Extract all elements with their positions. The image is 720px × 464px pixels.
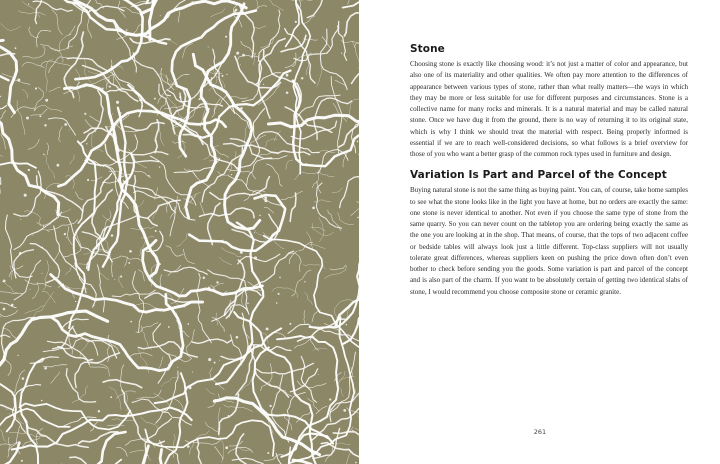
stone-fleck xyxy=(6,409,7,410)
stone-fleck xyxy=(139,99,141,101)
stone-fleck xyxy=(188,386,191,389)
stone-fleck xyxy=(208,108,210,110)
stone-fleck xyxy=(263,84,264,85)
stone-fleck xyxy=(222,240,223,241)
stone-fleck xyxy=(242,54,245,57)
stone-fleck xyxy=(226,74,227,75)
stone-fleck xyxy=(7,139,8,140)
stone-fleck xyxy=(295,21,297,23)
stone-fleck xyxy=(15,47,17,49)
stone-fleck xyxy=(318,374,319,375)
stone-fleck xyxy=(143,13,144,14)
stone-fleck xyxy=(86,143,87,144)
stone-fleck xyxy=(188,294,189,295)
stone-fleck xyxy=(187,323,189,325)
stone-fleck xyxy=(214,362,216,364)
paragraph-stone: Choosing stone is exactly like choosing wood: it’s not just a matter of color and appearance, but also one of its materiality and other qualities. We often pay more attention to the differences of appearance between various types of stone, rather than what really matters—the ways in which they may be more or less suitable for use for different purposes and circumstances. Stone is a collective name for many rocks and minerals. It is a natural material and may be called natural stone. Once we have dug it from the ground, there is no way of returning it to its original state, which is why I think we should treat the material with respect. Being properly informed is essential if we are to reach well-considered decisions, so what follows is a brief overview for those of you who want a better grasp of the common rock types used in furniture and design. xyxy=(410,60,688,158)
section-heading-variation: Variation Is Part and Parcel of the Concept xyxy=(410,169,667,182)
stone-fleck xyxy=(17,78,20,81)
stone-fleck xyxy=(168,326,170,328)
stone-fleck xyxy=(155,230,157,232)
stone-fleck xyxy=(269,405,271,407)
stone-fleck xyxy=(11,304,14,307)
stone-fleck xyxy=(113,159,114,160)
text-page xyxy=(360,0,720,464)
page-number: 261 xyxy=(533,428,547,436)
paragraph-variation: Buying natural stone is not the same thing as buying paint. You can, of course, take home samples to see what the stone looks like in the light you have at home, but no orders are exactly the same: one stone is never identical to another. Not even if you choose the same type of stone from the same quarry. So you can never count on the tabletop you are ordering being exactly the same as the one you are looking at in the shop. That means, of course, that the tops of two adjacent coffee or bedside tables will always look just a little different. Top-class suppliers will not usually tolerate great differences, whereas suppliers keen on pushing the price down often don’t even bother to check before sending you the goods. Some variation is part and parcel of the concept and is also part of the charm. If you want to be absolutely certain of getting two identical slabs of stone, I would recommend you choose composite stone or ceramic granite. xyxy=(410,186,688,296)
stone-fleck xyxy=(154,140,156,142)
stone-fleck xyxy=(201,98,203,100)
stone-fleck xyxy=(28,169,30,171)
stone-fleck xyxy=(266,327,269,330)
stone-fleck xyxy=(240,107,243,110)
stone-fleck xyxy=(203,277,206,280)
stone-fleck xyxy=(154,98,156,100)
stone-fleck xyxy=(19,252,22,255)
stone-fleck xyxy=(126,29,128,31)
stone-fleck xyxy=(41,247,43,249)
stone-fleck xyxy=(192,371,193,372)
stone-fleck xyxy=(254,232,255,233)
stone-fleck xyxy=(357,141,359,143)
stone-fleck xyxy=(231,174,232,175)
stone-fleck xyxy=(10,445,11,446)
stone-fleck xyxy=(358,299,359,300)
stone-fleck xyxy=(98,410,100,412)
stone-fleck xyxy=(352,430,353,431)
stone-fleck xyxy=(329,398,331,400)
stone-fleck xyxy=(279,277,281,279)
stone-fleck xyxy=(128,262,130,264)
stone-fleck xyxy=(87,179,89,181)
stone-fleck xyxy=(355,462,357,464)
stone-fleck xyxy=(110,396,112,398)
stone-fleck xyxy=(120,112,122,114)
stone-fleck xyxy=(264,199,267,202)
stone-fleck xyxy=(177,367,178,368)
stone-fleck xyxy=(304,281,305,282)
stone-fleck xyxy=(240,251,243,254)
stone-fleck xyxy=(64,123,67,126)
stone-fleck xyxy=(346,324,348,326)
stone-fleck xyxy=(357,217,359,219)
stone-fleck xyxy=(208,46,209,47)
stone-fleck xyxy=(20,389,22,391)
stone-fleck xyxy=(312,207,315,210)
stone-fleck xyxy=(261,197,262,198)
stone-fleck xyxy=(43,226,44,227)
stone-fleck xyxy=(353,302,354,303)
stone-fleck xyxy=(20,219,21,220)
stone-fleck xyxy=(341,52,342,53)
stone-fleck xyxy=(259,215,261,217)
stone-fleck xyxy=(22,377,25,380)
stone-fleck xyxy=(286,92,289,95)
stone-fleck xyxy=(111,234,114,237)
stone-fleck xyxy=(236,52,239,55)
stone-fleck xyxy=(159,263,161,265)
stone-fleck xyxy=(26,117,29,120)
stone-fleck xyxy=(66,237,67,238)
stone-fleck xyxy=(286,74,289,77)
stone-fleck xyxy=(102,165,104,167)
stone-fleck xyxy=(160,15,161,16)
stone-fleck xyxy=(225,36,227,38)
stone-fleck xyxy=(61,283,64,286)
stone-fleck xyxy=(45,99,48,102)
cracked-stone-illustration xyxy=(0,0,359,464)
section-heading-stone: Stone xyxy=(410,43,445,55)
stone-fleck xyxy=(44,124,46,126)
stone-fleck xyxy=(28,4,29,5)
stone-fleck xyxy=(130,321,132,323)
stone-fleck xyxy=(24,194,27,197)
stone-fleck xyxy=(64,233,66,235)
stone-fleck xyxy=(46,191,47,192)
stone-fleck xyxy=(159,166,160,167)
stone-fleck xyxy=(112,126,115,129)
stone-fleck xyxy=(92,223,93,224)
stone-fleck xyxy=(41,400,43,402)
text-column xyxy=(410,40,688,298)
stone-fleck xyxy=(30,289,31,290)
stone-fleck xyxy=(17,355,18,356)
stone-fleck xyxy=(216,281,218,283)
stone-fleck xyxy=(274,458,275,459)
stone-fleck xyxy=(240,64,241,65)
stone-fleck xyxy=(264,196,267,199)
stone-fleck xyxy=(180,350,183,353)
stone-fleck xyxy=(228,415,229,416)
stone-fleck xyxy=(208,358,211,361)
stone-fleck xyxy=(3,308,6,311)
stone-fleck xyxy=(267,452,269,454)
stone-texture-image xyxy=(0,0,359,464)
stone-fleck xyxy=(247,303,249,305)
stone-fleck xyxy=(39,115,41,117)
stone-fleck xyxy=(305,163,307,165)
stone-fleck xyxy=(69,129,70,130)
stone-fleck xyxy=(208,287,211,290)
stone-fleck xyxy=(219,360,220,361)
stone-fleck xyxy=(343,409,346,412)
stone-fleck xyxy=(109,86,111,88)
stone-fleck xyxy=(56,164,59,167)
stone-fleck xyxy=(94,305,95,306)
stone-fleck xyxy=(289,323,291,325)
stone-fleck xyxy=(198,98,200,100)
stone-fleck xyxy=(84,113,86,115)
stone-fleck xyxy=(254,256,257,259)
stone-fleck xyxy=(43,154,44,155)
stone-fleck xyxy=(225,446,228,449)
stone-fleck xyxy=(274,235,275,236)
stone-fleck xyxy=(187,445,190,448)
stone-fleck xyxy=(102,87,104,89)
stone-fleck xyxy=(179,96,181,98)
stone-fleck xyxy=(278,293,280,295)
stone-fleck xyxy=(236,336,239,339)
stone-fleck xyxy=(35,87,37,89)
stone-fleck xyxy=(276,302,278,304)
stone-fleck xyxy=(114,279,115,280)
stone-fleck xyxy=(138,215,139,216)
stone-fleck xyxy=(116,101,119,104)
stone-fleck xyxy=(148,175,150,177)
stone-fleck xyxy=(3,280,6,283)
stone-fleck xyxy=(310,418,311,419)
stone-fleck xyxy=(21,460,23,462)
stone-fleck xyxy=(120,276,122,278)
stone-fleck xyxy=(75,301,76,302)
stone-fleck xyxy=(221,75,223,77)
stone-fleck xyxy=(306,457,307,458)
stone-fleck xyxy=(301,77,303,79)
stone-fleck xyxy=(129,250,132,253)
stone-fleck xyxy=(235,9,238,12)
stone-fleck xyxy=(44,367,47,370)
stone-fleck xyxy=(41,273,42,274)
